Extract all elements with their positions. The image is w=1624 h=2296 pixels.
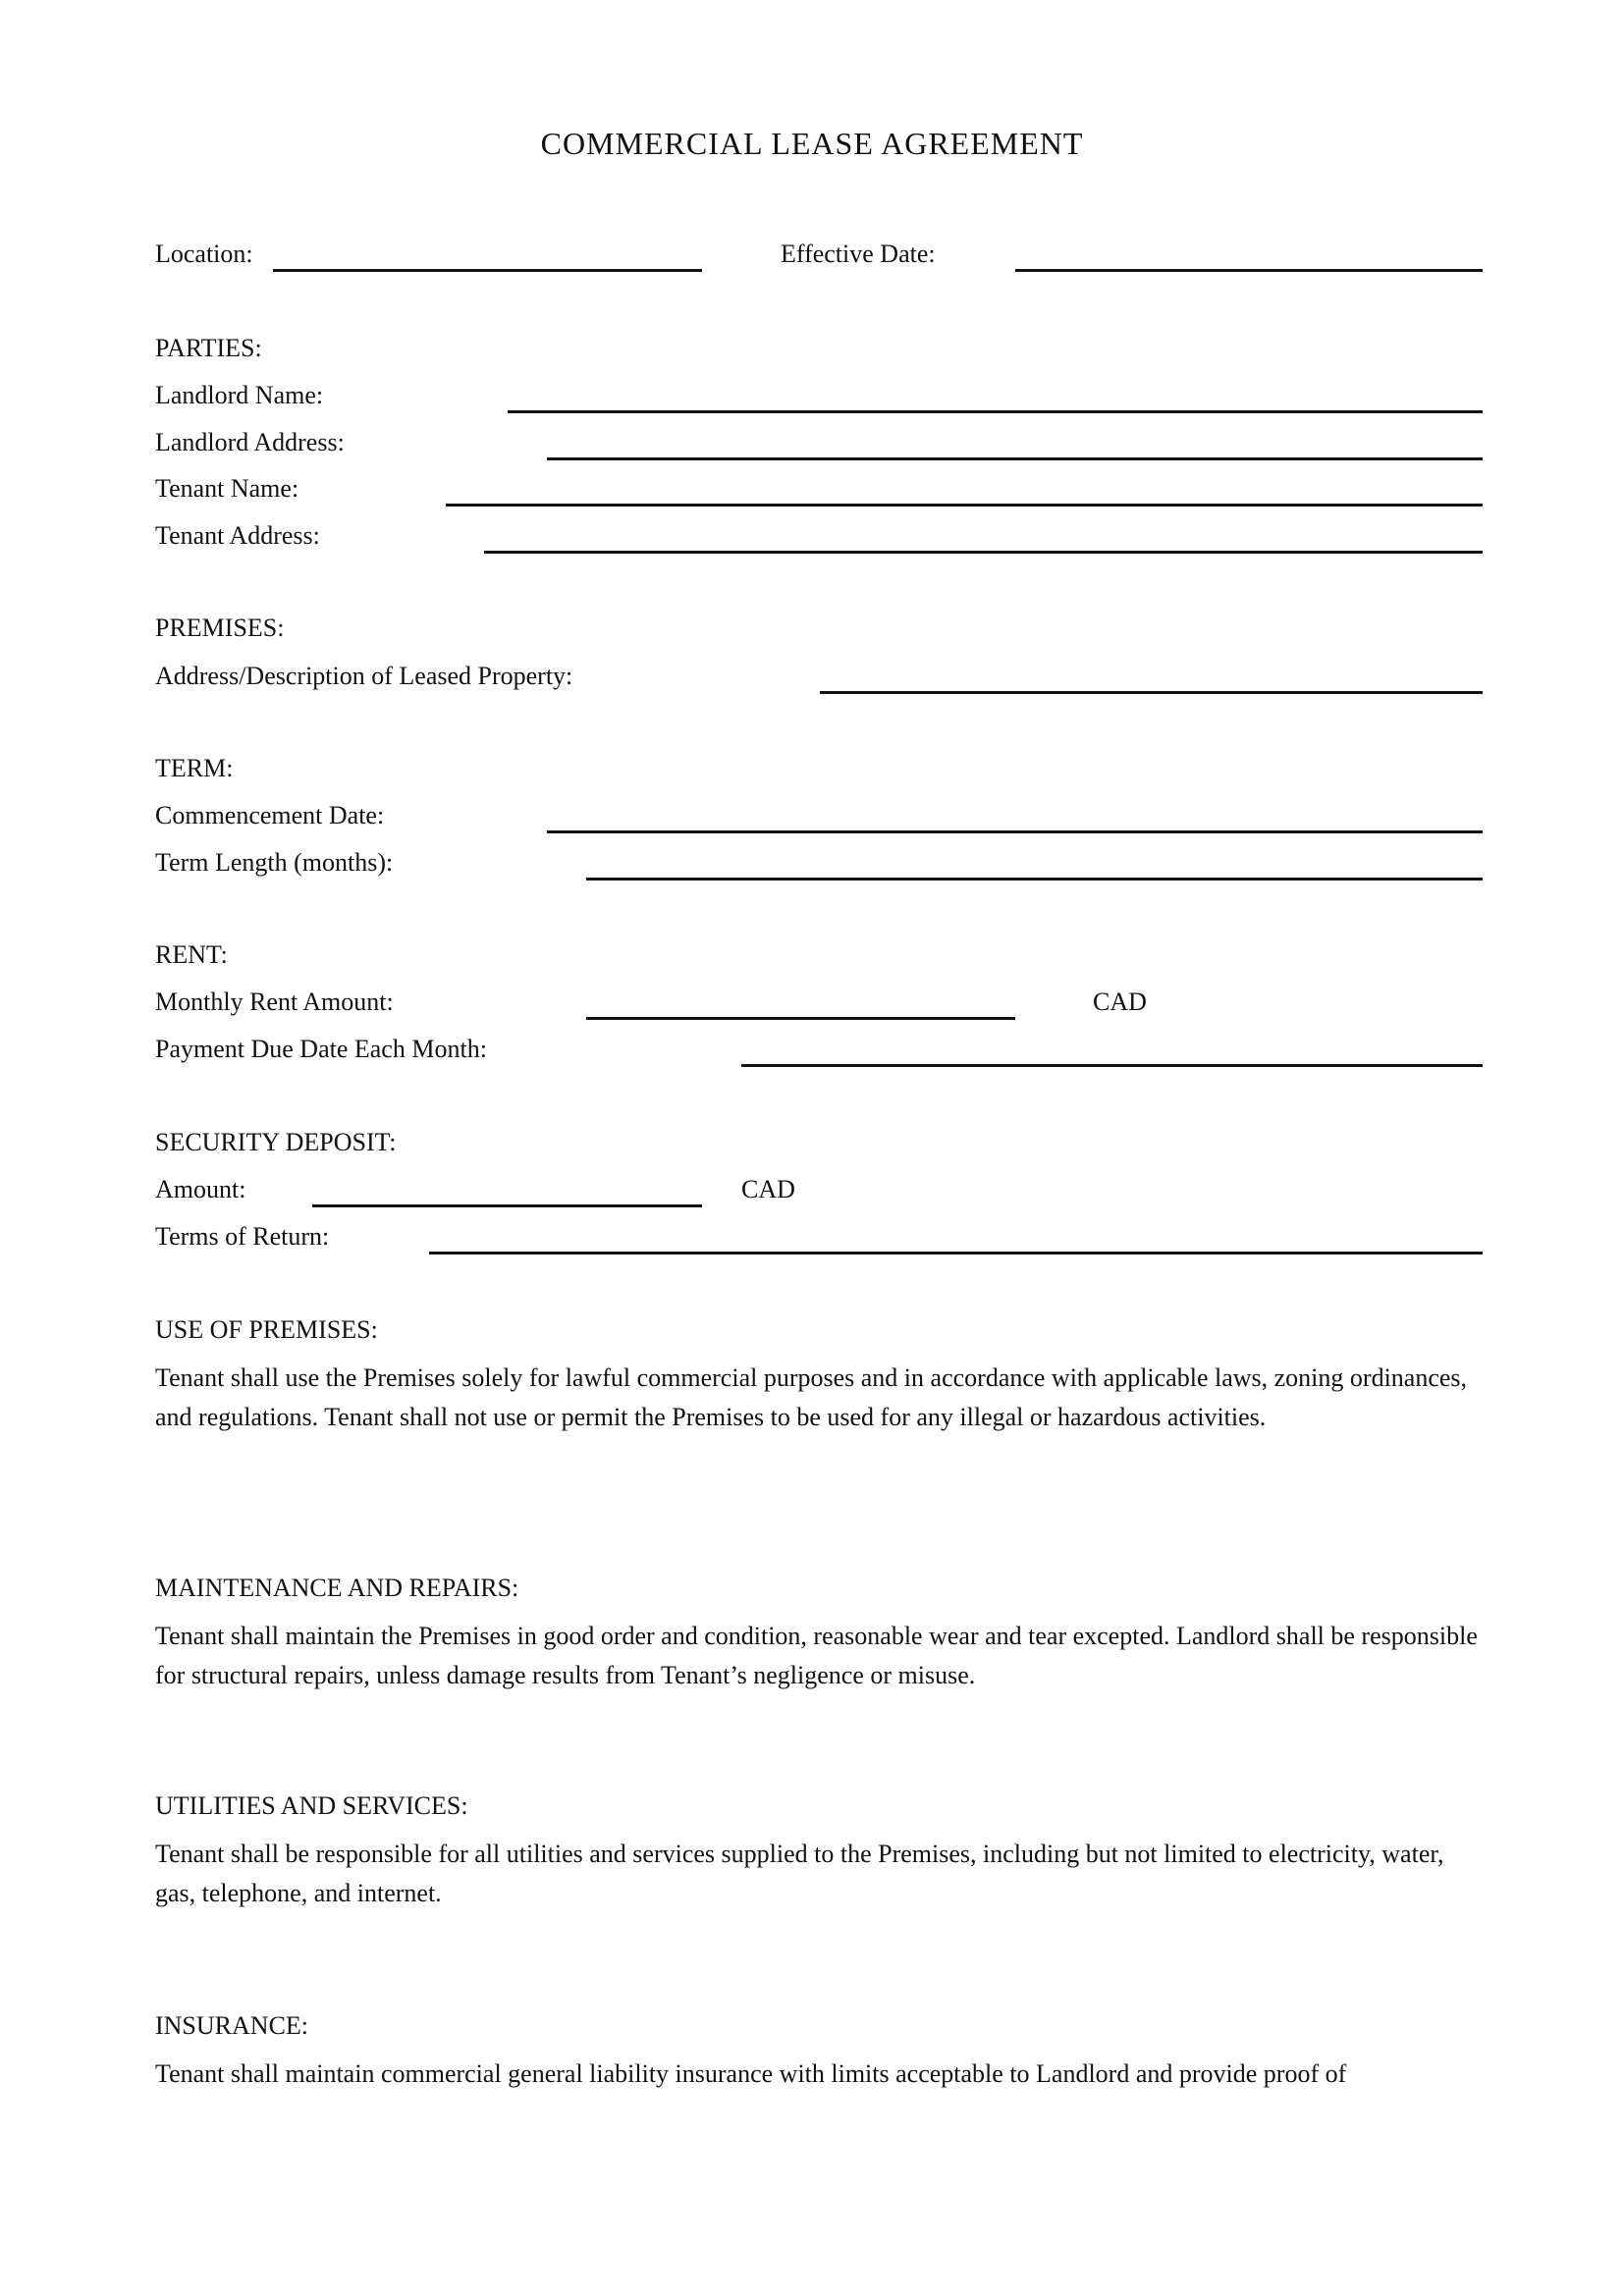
premises-address-label: Address/Description of Leased Property: [155, 662, 573, 690]
location-field[interactable] [273, 269, 702, 272]
terms-of-return-field[interactable] [429, 1252, 1483, 1255]
insurance-heading: INSURANCE: [155, 2011, 309, 2040]
tenant-address-field[interactable] [484, 551, 1483, 554]
term-length-label: Term Length (months): [155, 848, 394, 877]
payment-due-label: Payment Due Date Each Month: [155, 1035, 487, 1063]
landlord-address-label: Landlord Address: [155, 428, 345, 456]
commencement-date-field[interactable] [547, 830, 1483, 833]
insurance-paragraph: Tenant shall maintain commercial general liability insurance with limits acceptable to Landlord and provide proof of [155, 2059, 1347, 2088]
premises-heading: PREMISES: [155, 614, 285, 642]
tenant-name-label: Tenant Name: [155, 474, 299, 503]
term-length-field[interactable] [586, 878, 1483, 881]
effective-date-label: Effective Date: [781, 240, 936, 268]
deposit-amount-field[interactable] [312, 1204, 702, 1207]
tenant-name-field[interactable] [446, 504, 1483, 507]
landlord-name-label: Landlord Name: [155, 381, 324, 409]
location-label: Location: [155, 240, 253, 268]
payment-due-field[interactable] [741, 1064, 1483, 1067]
deposit-currency: CAD [741, 1175, 795, 1203]
deposit-heading: SECURITY DEPOSIT: [155, 1128, 397, 1156]
premises-address-field[interactable] [820, 691, 1483, 694]
maintenance-heading: MAINTENANCE AND REPAIRS: [155, 1574, 519, 1602]
landlord-address-field[interactable] [547, 457, 1483, 460]
monthly-rent-label: Monthly Rent Amount: [155, 988, 394, 1016]
terms-of-return-label: Terms of Return: [155, 1222, 330, 1251]
parties-heading: PARTIES: [155, 334, 262, 362]
use-heading: USE OF PREMISES: [155, 1315, 378, 1344]
use-paragraph: Tenant shall use the Premises solely for lawful commercial purposes and in accordance with applicable laws, zoning ordinances, and regulations. Tenant shall not use or permit the Premises to be used for any illegal or hazardous activities. [155, 1363, 1468, 1431]
maintenance-paragraph: Tenant shall maintain the Premises in good order and condition, reasonable wear and tear excepted. Landlord shall be responsible for structural repairs, unless damage results from Tenant’s negligence or misuse. [155, 1622, 1478, 1689]
tenant-address-label: Tenant Address: [155, 521, 320, 550]
utilities-heading: UTILITIES AND SERVICES: [155, 1791, 468, 1820]
effective-date-field[interactable] [1015, 269, 1483, 272]
commencement-date-label: Commencement Date: [155, 801, 385, 829]
document-title: COMMERCIAL LEASE AGREEMENT [540, 126, 1084, 161]
utilities-paragraph: Tenant shall be responsible for all utilities and services supplied to the Premises, including but not limited to electricity, water, gas, telephone, and internet. [155, 1840, 1444, 1907]
deposit-amount-label: Amount: [155, 1175, 246, 1203]
landlord-name-field[interactable] [508, 410, 1483, 413]
rent-heading: RENT: [155, 940, 228, 969]
term-heading: TERM: [155, 754, 234, 782]
rent-currency: CAD [1093, 988, 1147, 1016]
monthly-rent-field[interactable] [586, 1017, 1015, 1020]
